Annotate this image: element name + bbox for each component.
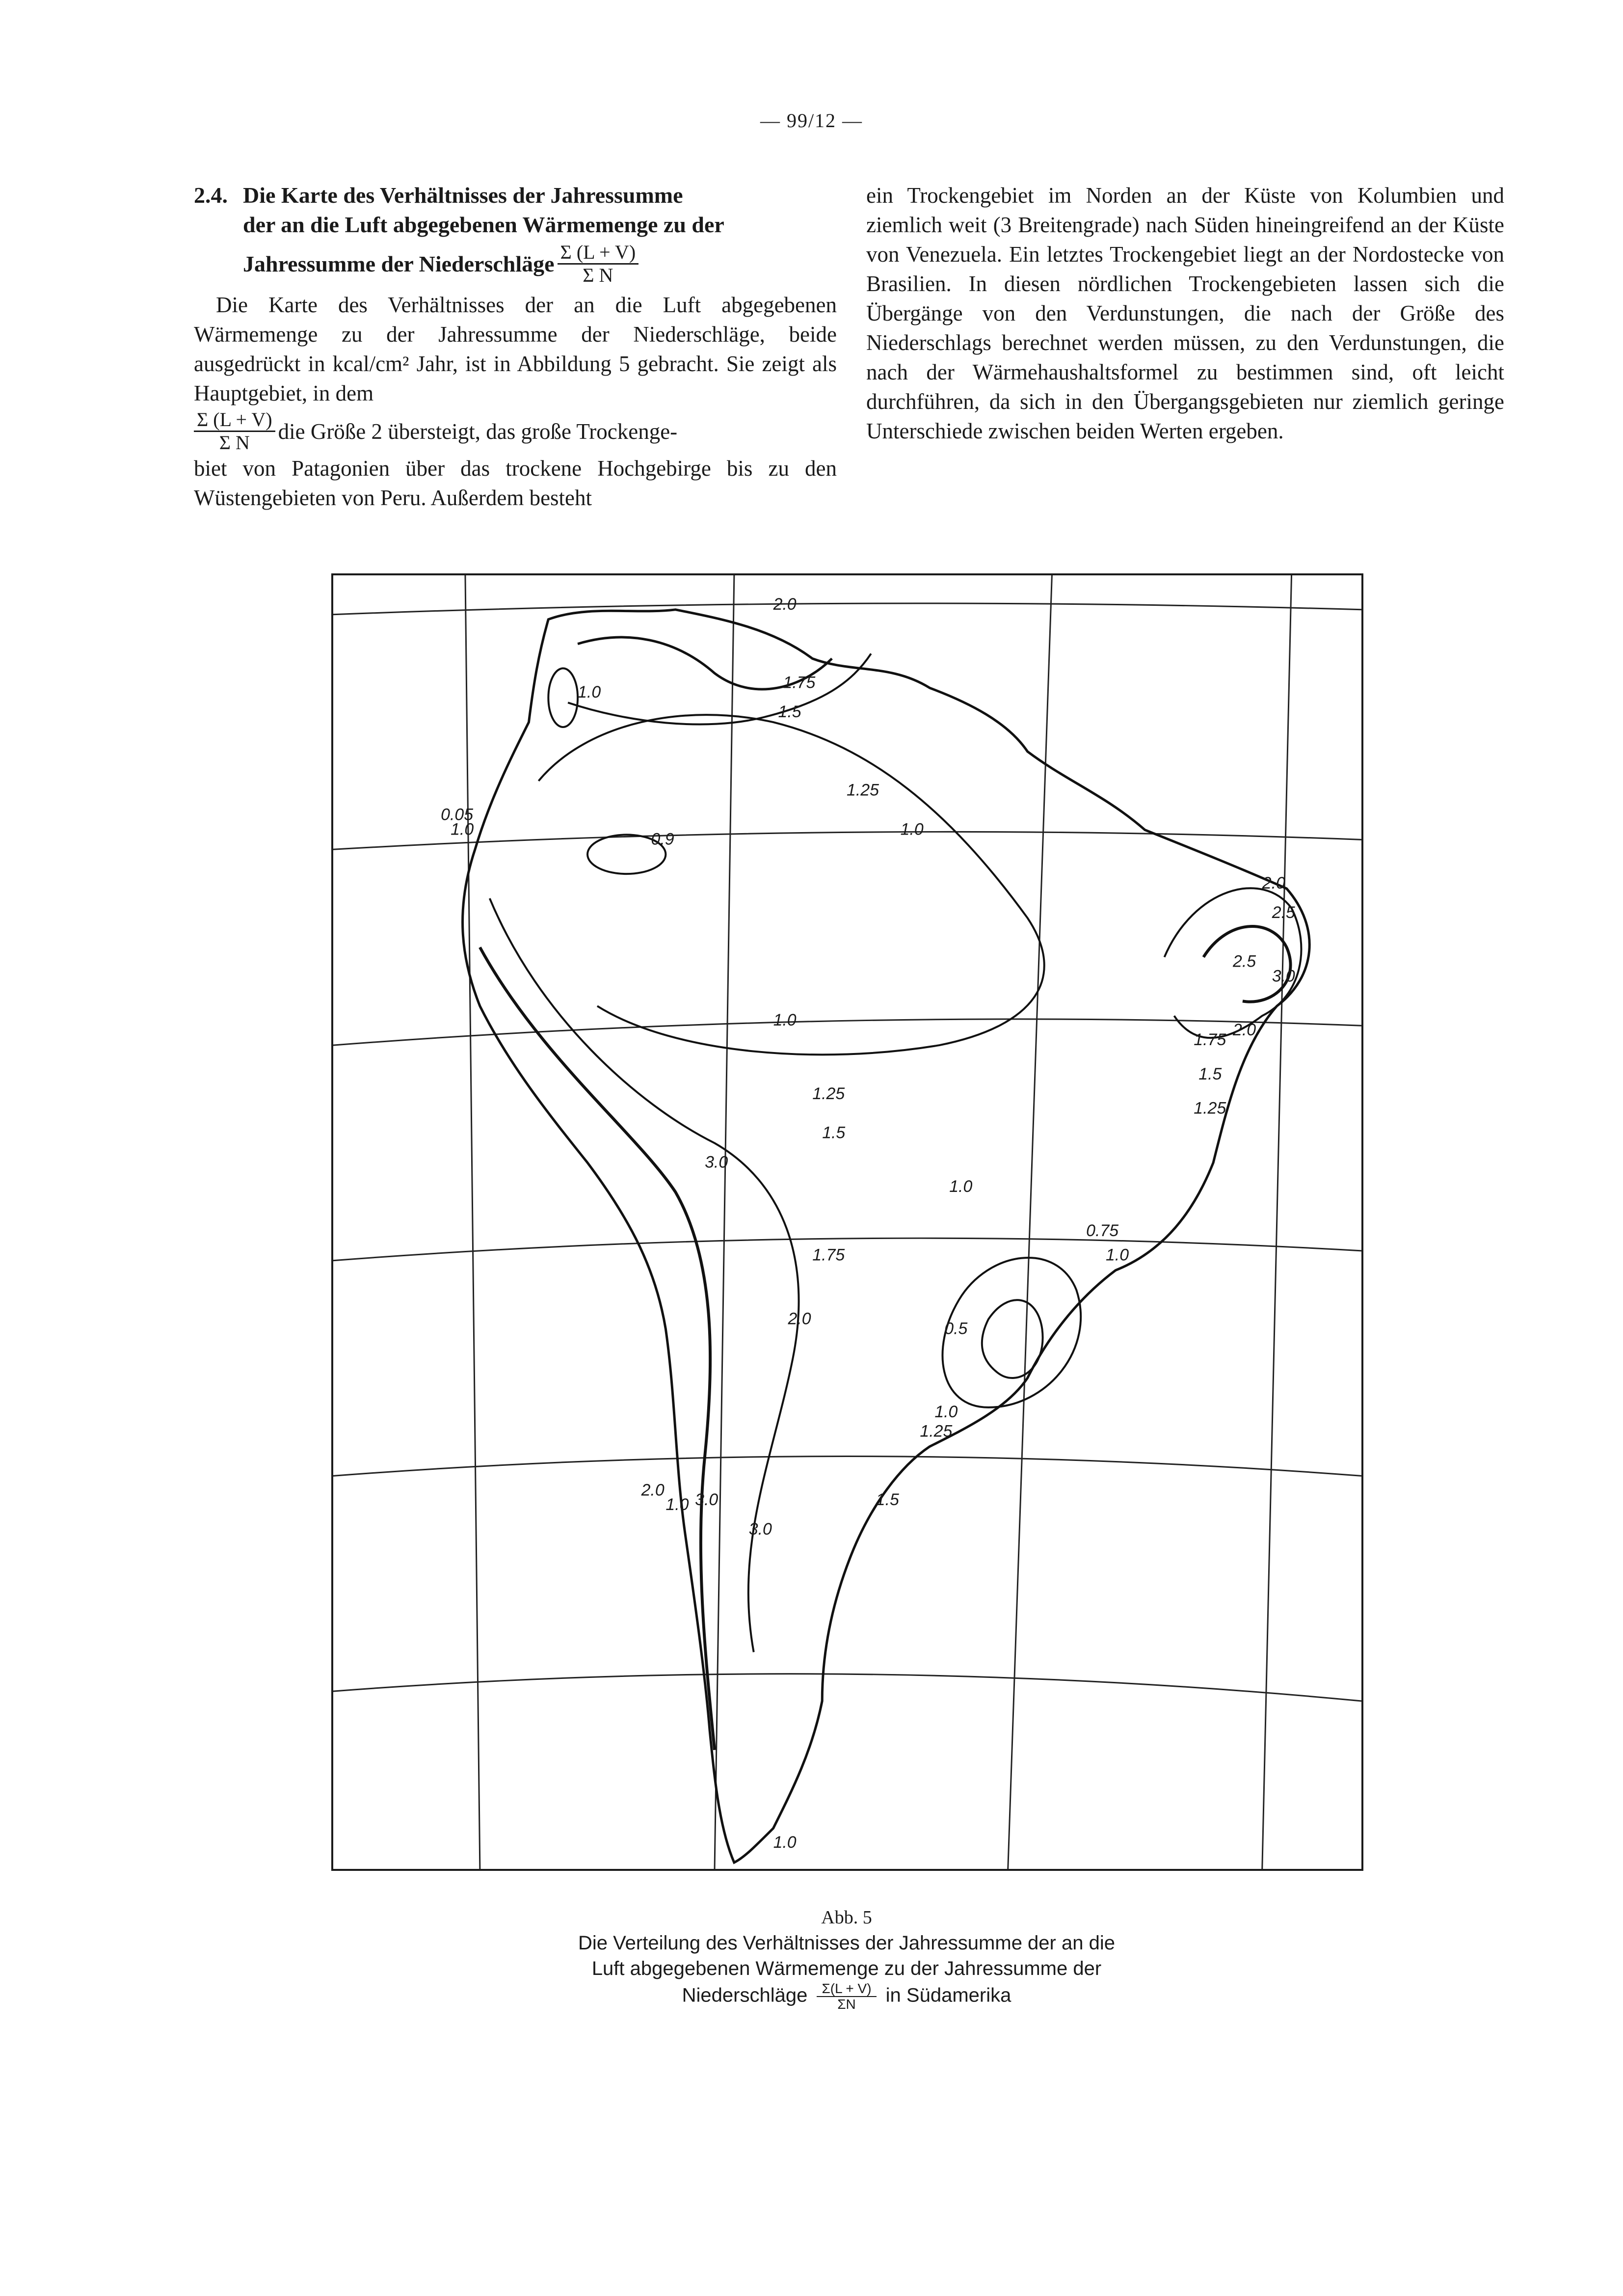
section-number: 2.4.	[194, 183, 228, 208]
contour-label: 1.0	[773, 1833, 797, 1852]
contour-label: 2.0	[773, 594, 797, 614]
caption-fraction-denominator: ΣN	[837, 1997, 856, 2012]
heading-line-3-text: Jahressumme der Niederschläge	[243, 251, 555, 276]
section-heading	[194, 181, 837, 286]
caption-label: Abb. 5	[821, 1907, 872, 1928]
left-paragraph: Die Karte des Verhältnisses der an die Luft abgegebenen Wärmemenge zu der Jahressumme der Niederschläge, beide ausgedrückt in kcal/cm² Jahr, ist in Abbildung 5 gebracht. Sie zeigt als Hauptgebiet, in dem	[194, 293, 837, 405]
contour-label: 1.5	[876, 1490, 899, 1510]
contour-label: 3.0	[695, 1490, 718, 1510]
caption-line-3-before: Niederschläge	[682, 1984, 808, 2006]
caption-line-1: Die Verteilung des Verhältnisses der Jahressumme der an die	[578, 1932, 1115, 1954]
figure-caption	[515, 1905, 1178, 2012]
left-fraction	[194, 409, 275, 454]
contour-label: 1.25	[812, 1084, 845, 1103]
contour-label: 1.5	[822, 1123, 846, 1142]
caption-line-3	[515, 1981, 1178, 2012]
contour-label: 0.9	[651, 830, 674, 849]
contour-label: 1.75	[812, 1245, 845, 1265]
right-column	[866, 181, 1504, 446]
caption-line-2: Luft abgegebenen Wärmemenge zu der Jahressumme der	[591, 1958, 1102, 1979]
contour-label: 1.0	[949, 1177, 973, 1196]
contour-label: 1.0	[773, 1011, 797, 1030]
contour-label: 1.5	[1198, 1064, 1222, 1083]
right-paragraph: ein Trockengebiet im Norden an der Küste von Kolumbien und ziemlich weit (3 Breitengrade) nach Süden hineingreifend an der Küste von Venezuela. Ein letztes Trockengebiet liegt an der Nordostecke von Brasilien. In diesen nördlichen Trockengebieten lassen sich die Übergänge von den Verdunstungen, die nach der Größe des Niederschlags berechnet werden müssen, zu den Verdunstungen, die nach der Wärmehaushaltsformel zu bestimmen sind, oft leicht durchführen, da sich in den Übergangsgebieten nur ziemlich geringe Unterschiede zwischen beiden Werten ergeben.	[866, 183, 1504, 443]
contour-label: 3.0	[1272, 967, 1295, 986]
contour-label: 2.0	[788, 1309, 811, 1328]
contour-labels	[441, 595, 1295, 1852]
contour-label: 1.0	[1105, 1245, 1129, 1265]
contour-label: 1.0	[665, 1495, 689, 1514]
south-america-isoline-map	[333, 575, 1361, 1869]
left-paragraph-cont-first: die Größe 2 übersteigt, das große Trockenge-	[278, 419, 678, 444]
contour-label: 2.0	[641, 1481, 665, 1500]
contour-label: 0.05	[441, 805, 474, 824]
heading-fraction-numerator: Σ (L + V)	[558, 242, 639, 265]
contour-label: 2.5	[1272, 903, 1295, 922]
contour-label: 1.75	[1194, 1030, 1226, 1050]
heading-fraction-denominator: Σ N	[583, 264, 613, 286]
contour-label: 1.0	[451, 820, 474, 839]
contour-label: 2.0	[1233, 1021, 1256, 1040]
map-figure	[331, 573, 1363, 1871]
contour-label: 1.0	[900, 820, 924, 839]
heading-fraction	[558, 242, 639, 286]
contour-label: 1.0	[934, 1402, 958, 1421]
contour-label: 1.5	[778, 702, 801, 722]
page-number: — 99/12 —	[760, 109, 863, 132]
left-paragraph-cont: biet von Patagonien über das trockene Hochgebirge bis zu den Wüstengebieten von Peru. Außerdem besteht	[194, 456, 837, 510]
heading-line-1: Die Karte des Verhältnisses der Jahressumme	[243, 183, 683, 208]
left-fraction-line	[194, 409, 837, 454]
heading-line-2: der an die Luft abgegebenen Wärmemenge zu der	[243, 212, 724, 237]
contour-label: 1.0	[578, 683, 601, 702]
contour-label: 3.0	[748, 1520, 772, 1539]
contour-label: 0.75	[1086, 1221, 1119, 1240]
contour-label: 2.5	[1233, 952, 1256, 971]
left-column	[194, 181, 837, 513]
contour-label: 1.25	[920, 1422, 953, 1441]
contour-label: 3.0	[705, 1153, 728, 1172]
contour-label: 2.0	[1262, 874, 1285, 893]
contour-label: 0.5	[944, 1319, 968, 1338]
caption-fraction	[817, 1981, 876, 2012]
caption-line-3-after: in Südamerika	[885, 1984, 1011, 2006]
contour-label: 1.25	[1194, 1099, 1226, 1118]
left-fraction-numerator: Σ (L + V)	[194, 409, 275, 432]
contour-label: 1.75	[783, 673, 816, 692]
isolines	[480, 637, 1302, 1750]
graticule	[333, 575, 1361, 1869]
left-fraction-denominator: Σ N	[219, 432, 250, 454]
heading-line-3	[194, 242, 837, 286]
caption-fraction-numerator: Σ(L + V)	[817, 1981, 876, 1997]
contour-label: 1.25	[847, 781, 879, 800]
